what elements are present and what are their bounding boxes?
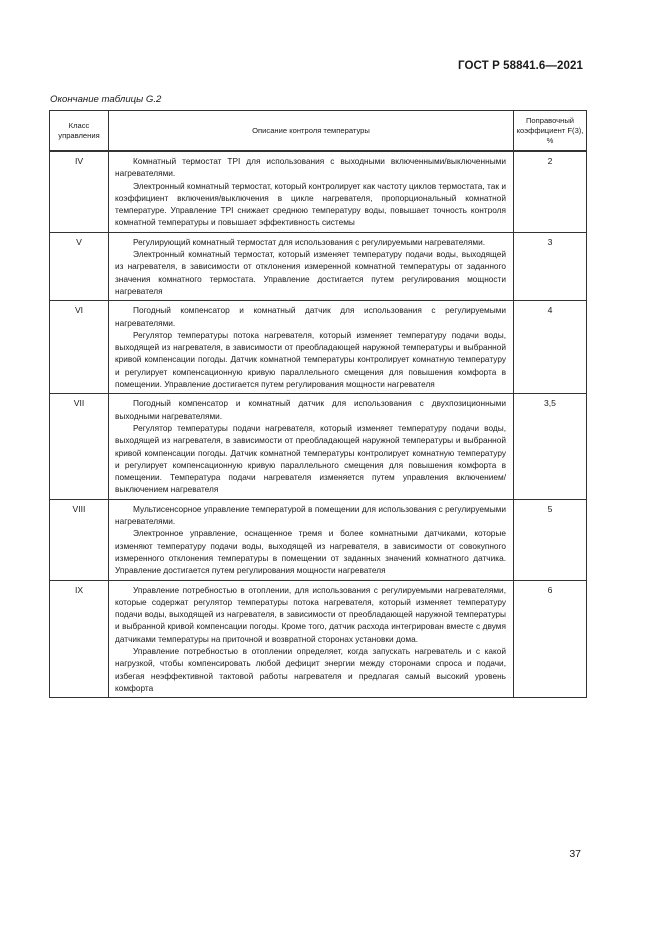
row-coefficient: 2 [514,151,587,232]
row-coefficient: 4 [514,301,587,394]
row-description [109,580,514,698]
temperature-control-table [49,110,587,698]
description-paragraph: Электронное управление, оснащенное тремя и более комнатными датчиками, которые изменяют температуру подачи воды, выходящей из нагревателя, в зависимости от совокупного измеренного отклонения температуры в помещении от заданных значений комнатного датчика. Управление достигается путем регулирования мощности нагревателя [115,528,506,576]
table-header-row [50,111,587,152]
row-description [109,301,514,394]
table-row [50,394,587,499]
row-class: IV [50,151,109,232]
row-class: VIII [50,499,109,580]
row-description [109,232,514,300]
row-coefficient: 3 [514,232,587,300]
row-description [109,394,514,499]
table-row [50,232,587,300]
table-row [50,151,587,232]
description-paragraph: Электронный комнатный термостат, который контролирует как частоту циклов термостата, так и коэффициент включения/выключения в цикле нагревателя, пропорциональный комнатной температуре. Управление TPI снижает среднюю температуру воды, повышает точность контроля комнатной температуры и повышает эффективность системы [115,180,506,228]
table-row [50,301,587,394]
row-coefficient: 3,5 [514,394,587,499]
header-class: Класс управления [50,111,109,152]
row-description [109,151,514,232]
description-paragraph: Погодный компенсатор и комнатный датчик для использования с двухпозиционными выходными нагревателями. [115,398,506,421]
table-row [50,499,587,580]
row-coefficient: 6 [514,580,587,698]
description-paragraph: Электронный комнатный термостат, который изменяет температуру подачи воды, выходящей из нагревателя, в зависимости от отклонения измеренной комнатной температуры от заданного значения комнатного термостата. Управление достигается путем регулирования мощности нагревателя [115,249,506,296]
description-paragraph: Регулятор температуры потока нагревателя, который изменяет температуру подачи воды, выходящей из нагревателя, в зависимости от преобладающей наружной температуры и выбранной кривой компенсации погоды. Датчик комнатной температуры контролирует комнатную температуру и регулирует компенсационную кривую параллельного смещения для повышения комфорта в помещении. Управление достигается путем регулирования мощности нагревателя [115,329,506,390]
description-paragraph: Регулирующий комнатный термостат для использования с регулируемыми нагревателями. [133,236,486,247]
description-paragraph: Управление потребностью в отоплении определяет, когда запускать нагреватель и с какой нагрузкой, чтобы компенсировать любой дефицит энергии между сторонами спроса и подачи, избегая неэффективной тактовой работы нагревателя и предлагая самый высокий уровень комфорта [115,645,506,693]
description-paragraph: Погодный компенсатор и комнатный датчик для использования с регулируемыми нагревателями. [115,305,506,328]
row-description [109,499,514,580]
description-paragraph: Мультисенсорное управление температурой в помещении для использования с регулируемыми нагревателями. [115,503,506,527]
row-class: IX [50,580,109,698]
header-description: Описание контроля температуры [109,111,514,152]
description-paragraph: Комнатный термостат TPI для использования с выходными включенными/выключенными нагревателями. [115,156,506,179]
table-row [50,580,587,698]
document-standard-id: ГОСТ Р 58841.6—2021 [458,60,583,72]
page-number: 37 [569,848,581,860]
table-caption: Окончание таблицы G.2 [50,94,162,105]
row-class: VII [50,394,109,499]
header-coefficient: Поправочный коэффициент F(3), % [514,111,587,152]
description-paragraph: Управление потребностью в отоплении, для использования с регулируемыми нагревателями, которые содержат регулятор температуры потока нагревателя, который изменяет температуру подачи воды, выходящей из нагревателя, в зависимости от преобладающей наружной температуры и выбранной кривой компенсации погоды. Кроме того, датчик расхода интегрирован вместе с двумя датчиками температуры на приточной и возвратной сторонах установки дома. [115,584,506,644]
description-paragraph: Регулятор температуры подачи нагревателя, который изменяет температуру подачи воды, выходящей из нагревателя, в зависимости от преобладающей наружной температуры и выбранной кривой компенсации погоды. Датчик комнатной температуры контролирует комнатную температуру и регулирует компенсационную кривую параллельного смещения для повышения комфорта в помещении. Температура подачи нагревателя изменяется путем управления включением/выключением нагревателя [115,422,506,495]
row-class: VI [50,301,109,394]
row-class: V [50,232,109,300]
row-coefficient: 5 [514,499,587,580]
